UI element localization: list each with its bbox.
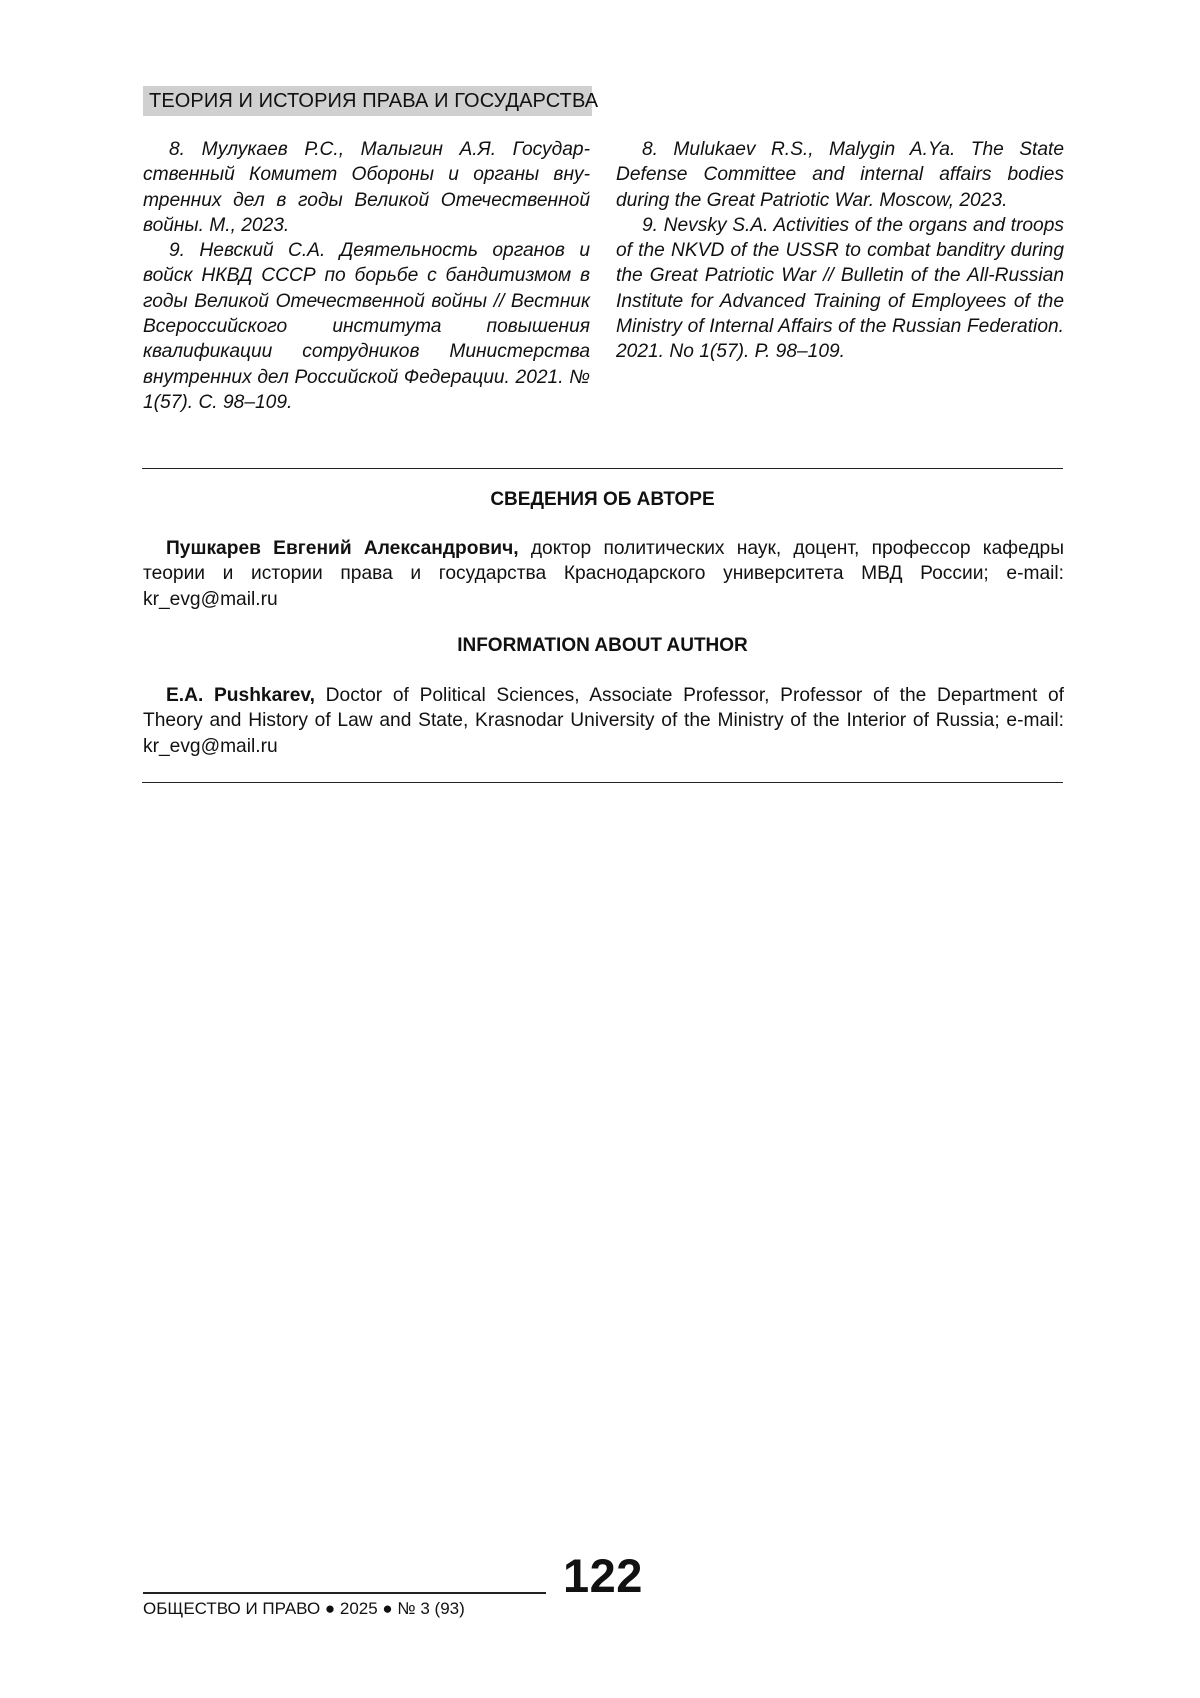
author-en-heading: INFORMATION ABOUT AUTHOR	[142, 633, 1063, 658]
author-en-name: E.A. Pushkarev,	[166, 685, 315, 706]
references-russian	[143, 137, 590, 415]
page-number: 122	[563, 1550, 643, 1602]
author-ru-name: Пушкарев Евгений Александрович,	[166, 538, 519, 559]
section-header: ТЕОРИЯ И ИСТОРИЯ ПРАВА И ГОСУДАРСТВА	[149, 88, 598, 114]
divider-bottom	[142, 782, 1063, 783]
reference-ru-9: 9. Невский С.А. Деятельность органов и войск НКВД СССР по борьбе с бандитизмом в годы Великой Отечественной войны // Вест­ник Всероссийского института повышения квалификации сотрудников Министерства внутренних дел Российской Федерации. 2021. № 1(57). С. 98–109.	[143, 238, 590, 415]
author-ru-heading: СВЕДЕНИЯ ОБ АВТОРЕ	[142, 487, 1063, 512]
author-ru-info	[143, 536, 1064, 612]
author-en-details: Doctor of Political Sciences, Associate Professor, Professor of the Department of Theory and History of Law and State, Krasnodar University of the Ministry of the Interior of Russia; e-mail: kr_evg@mail.ru	[143, 685, 1064, 757]
journal-issue: ОБЩЕСТВО И ПРАВО ● 2025 ● № 3 (93)	[143, 1598, 465, 1620]
divider-top	[142, 468, 1063, 469]
reference-en-9: 9. Nevsky S.A. Activities of the organs and troops of the NKVD of the USSR to combat banditry during the Great Patriotic War // Bulletin of the All-Russian Institute for Advanced Training of Employees of the Ministry of Internal Affairs of the Russian Federation. 2021. No 1(57). P. 98–109.	[616, 213, 1064, 365]
references-english	[616, 137, 1064, 365]
footer-rule	[143, 1592, 546, 1594]
reference-ru-8: 8. Мулукаев Р.С., Малыгин А.Я. Государ­ственный Комитет Обороны и органы вну­тренних дел в годы Великой Отечественной войны. М., 2023.	[143, 137, 590, 238]
reference-en-8: 8. Mulukaev R.S., Malygin A.Ya. The State Defense Committee and internal affairs bodies during the Great Patriotic War. Moscow, 2023.	[616, 137, 1064, 213]
author-ru-details: доктор политических наук, доцент, профессор кафедры теории и истории права и государства Краснодарского университета МВД России; e-mail: kr_evg@mail.ru	[143, 538, 1064, 610]
author-en-info	[143, 683, 1064, 759]
